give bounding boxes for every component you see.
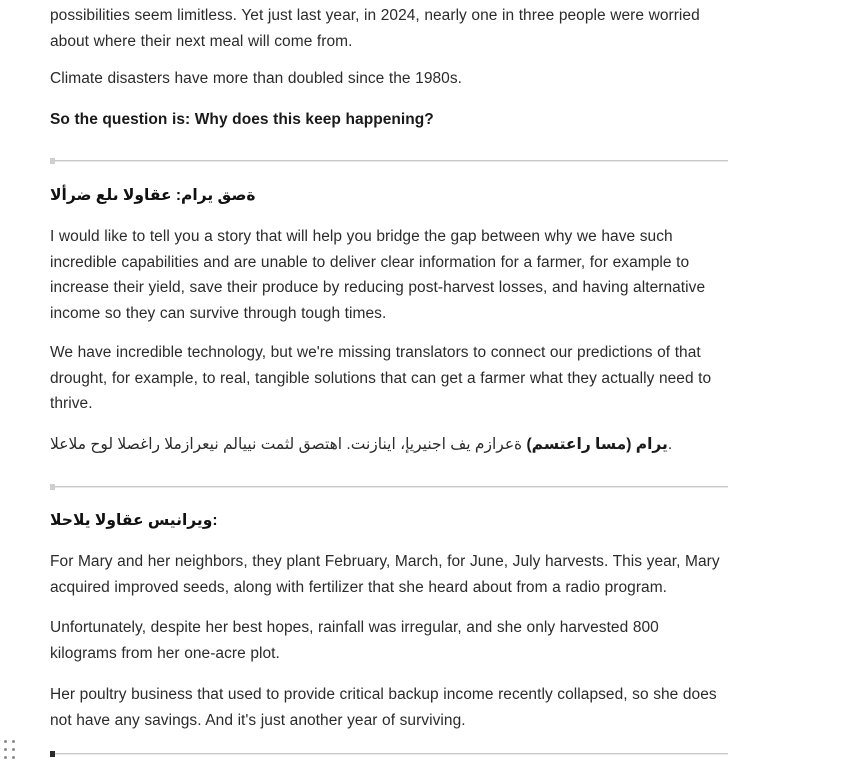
paragraph-text[interactable]: possibilities seem limitless. Yet just last year, in 2024, nearly one in three people were worried about where their next meal will come from. (50, 7, 700, 50)
text-run-bold: (مستعار اسم) ماري (526, 436, 668, 453)
text-block-paragraph[interactable] (50, 682, 728, 733)
text-block-paragraph[interactable] (50, 340, 728, 417)
text-block-paragraph[interactable] (50, 615, 728, 666)
drag-dot (12, 748, 15, 751)
text-run: . (667, 436, 673, 453)
divider-line (50, 753, 728, 755)
paragraph-text[interactable]: We have incredible technology, but we're missing translators to connect our predictions of that drought, for example, to real, tangible solutions that can get a farmer what they actually need to thrive. (50, 344, 712, 412)
paragraph-text[interactable]: For Mary and her neighbors, they plant February, March, for June, July harvests. This year, Mary acquired improved seeds, along with fertilizer that she heard about from a radio program. (50, 553, 720, 596)
heading-current-reality-scenario[interactable] (50, 509, 728, 533)
drag-dots-icon[interactable] (4, 740, 22, 762)
heading-text[interactable]: الأرض على الواقع :ماري قصة (50, 187, 256, 204)
drag-dot (4, 740, 7, 743)
section-divider[interactable] (50, 486, 728, 488)
text-block-question[interactable] (50, 107, 728, 133)
heading-marys-story[interactable] (50, 184, 728, 208)
drag-dot (12, 740, 15, 743)
divider-handle[interactable] (50, 751, 55, 757)
section-divider[interactable] (50, 160, 728, 162)
text-block-paragraph[interactable] (50, 549, 728, 600)
paragraph-text[interactable]: Climate disasters have more than doubled since the 1980s. (50, 70, 462, 87)
text-run: العالم حول الصغار المزارعين ملايين تمثل قصتها .تنزانيا ،إيرينجا في مزارعة (50, 436, 527, 453)
section-divider-selected[interactable] (50, 753, 728, 755)
paragraph-text[interactable]: Her poultry business that used to provide critical backup income recently collapsed, so she does not have any savings. And it's just another year of surviving. (50, 686, 717, 729)
paragraph-arabic-text[interactable] (50, 432, 728, 457)
text-block-paragraph[interactable] (50, 224, 728, 326)
divider-handle[interactable] (50, 484, 55, 490)
drag-dot (12, 756, 15, 759)
divider-line (50, 486, 728, 488)
drag-dot (4, 748, 7, 751)
divider-handle[interactable] (50, 158, 55, 164)
text-block-paragraph[interactable] (50, 66, 728, 92)
divider-line (50, 160, 728, 162)
text-block-paragraph-arabic[interactable] (50, 432, 728, 457)
paragraph-text[interactable]: Unfortunately, despite her best hopes, rainfall was irregular, and she only harvested 800 kilograms from her one-acre plot. (50, 619, 659, 662)
drag-dot (4, 756, 7, 759)
paragraph-text[interactable]: I would like to tell you a story that will help you bridge the gap between why we have such incredible capabilities and are unable to deliver clear information for a farmer, for example to increase their yield, save their produce by reducing post-harvest losses, and having alternative income so they can survive through tough times. (50, 228, 706, 322)
text-block-paragraph[interactable] (50, 3, 728, 54)
paragraph-bold-text[interactable]: So the question is: Why does this keep happening? (50, 111, 434, 128)
heading-text[interactable]: الحالي الواقع سيناريو: (50, 512, 218, 529)
